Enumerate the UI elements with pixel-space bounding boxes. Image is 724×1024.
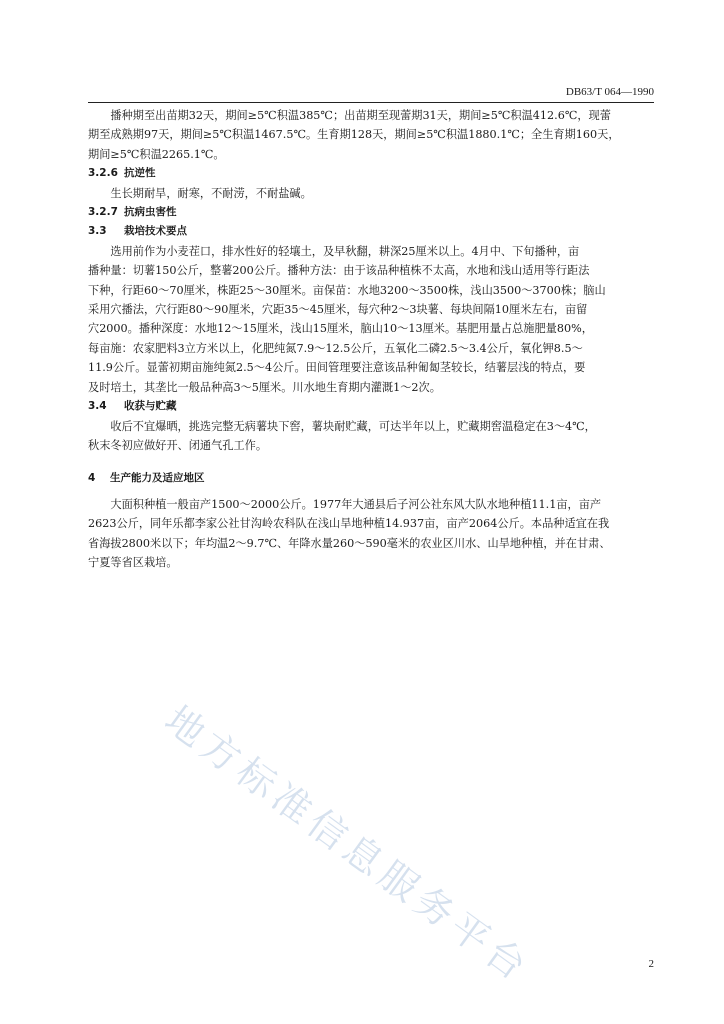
text-line: 及时培土，其垄比一般品种高3～5厘米。川水地生育期内灌溉1～2次。 [88,380,441,394]
paragraph-harvest-storage [88,417,654,456]
paragraph-cultivation [88,242,654,397]
text-line: 播种期至出苗期32天，期间≥5℃积温385℃；出苗期至现蕾期31天，期间≥5℃积温412.6℃，现蕾 [110,109,611,122]
section-title: 抗病虫害性 [124,206,177,219]
section-heading-3-2-7 [88,203,654,222]
document-body [88,106,654,572]
section-title: 收获与贮藏 [124,400,177,413]
page-number: 2 [648,958,654,970]
section-number: 3.3 [88,225,107,238]
text-line: 播种量：切薯150公斤，整薯200公斤。播种方法：由于该品种植株不太高，水地和浅山适用等行距法 [88,264,590,278]
paragraph-growth-period [88,106,654,164]
section-heading-3-3 [88,222,654,241]
section-heading-4 [88,469,654,488]
text-line: 每亩施：农家肥料3立方米以上，化肥纯氮7.9～12.5公斤，五氧化二磷2.5～3.4公斤，氧化钾8.5～ [88,341,583,355]
text-line: 收后不宜爆晒，挑选完整无病薯块下窖，薯块耐贮藏，可达半年以上，贮藏期窖温稳定在3～4℃， [110,419,596,433]
section-spacer [88,455,654,469]
text-line: 11.9公斤。显蕾初期亩施纯氮2.5～4公斤。田间管理要注意该品种匍匐茎较长，结薯层浅的特点，要 [88,361,586,375]
text-line: 期至成熟期97天，期间≥5℃积温1467.5℃。生育期128天，期间≥5℃积温1880.1℃；全生育期160天， [88,128,620,142]
text-line: 生长期耐旱，耐寒，不耐涝，不耐盐碱。 [110,186,312,200]
text-line: 下种，行距60～70厘米，株距25～30厘米。亩保苗：水地3200～3500株，浅山3500～3700株；脑山 [88,283,606,297]
text-line: 大面积种植一般亩产1500～2000公斤。1977年大通县后子河公社东风大队水地种植11.1亩，亩产 [110,497,602,511]
paragraph-production-capacity [88,495,654,573]
header-rule [88,102,654,103]
paragraph-stress-resistance [88,184,654,203]
text-line: 省海拔2800米以下；年均温2～9.7℃、年降水量260～590毫米的农业区川水、山旱地种植，并在甘肃、 [88,536,611,550]
section-heading-3-4 [88,397,654,416]
section-number: 4 [88,472,96,485]
standard-code: DB63/T 064—1990 [565,86,654,98]
text-line: 穴2000。播种深度：水地12～15厘米，浅山15厘米，脑山10～13厘米。基肥用量占总施肥量80%， [88,322,593,336]
section-heading-3-2-6 [88,164,654,183]
section-number: 3.2.7 [88,206,118,219]
watermark-text: 地方标准信息服务平台 [156,697,539,992]
section-title: 生产能力及适应地区 [110,472,205,485]
text-line: 2623公斤，同年乐都李家公社甘沟岭农科队在浅山旱地种植14.937亩，亩产2064公斤。本品种适宜在我 [88,517,610,531]
text-line: 秋末冬初应做好开、闭通气孔工作。 [88,438,268,452]
section-title: 栽培技术要点 [124,225,187,238]
text-line: 选用前作为小麦茬口，排水性好的轻壤土，及早秋翻，耕深25厘米以上。4月中、下旬播种，亩 [110,244,580,258]
text-line: 期间≥5℃积温2265.1℃。 [88,147,225,161]
text-line: 采用穴播法，穴行距80～90厘米，穴距35～45厘米，每穴种2～3块薯、每块间隔10厘米左右，亩留 [88,303,588,317]
section-number: 3.4 [88,400,107,413]
text-line: 宁夏等省区栽培。 [88,555,178,569]
section-title: 抗逆性 [124,167,156,180]
section-number: 3.2.6 [88,167,118,180]
